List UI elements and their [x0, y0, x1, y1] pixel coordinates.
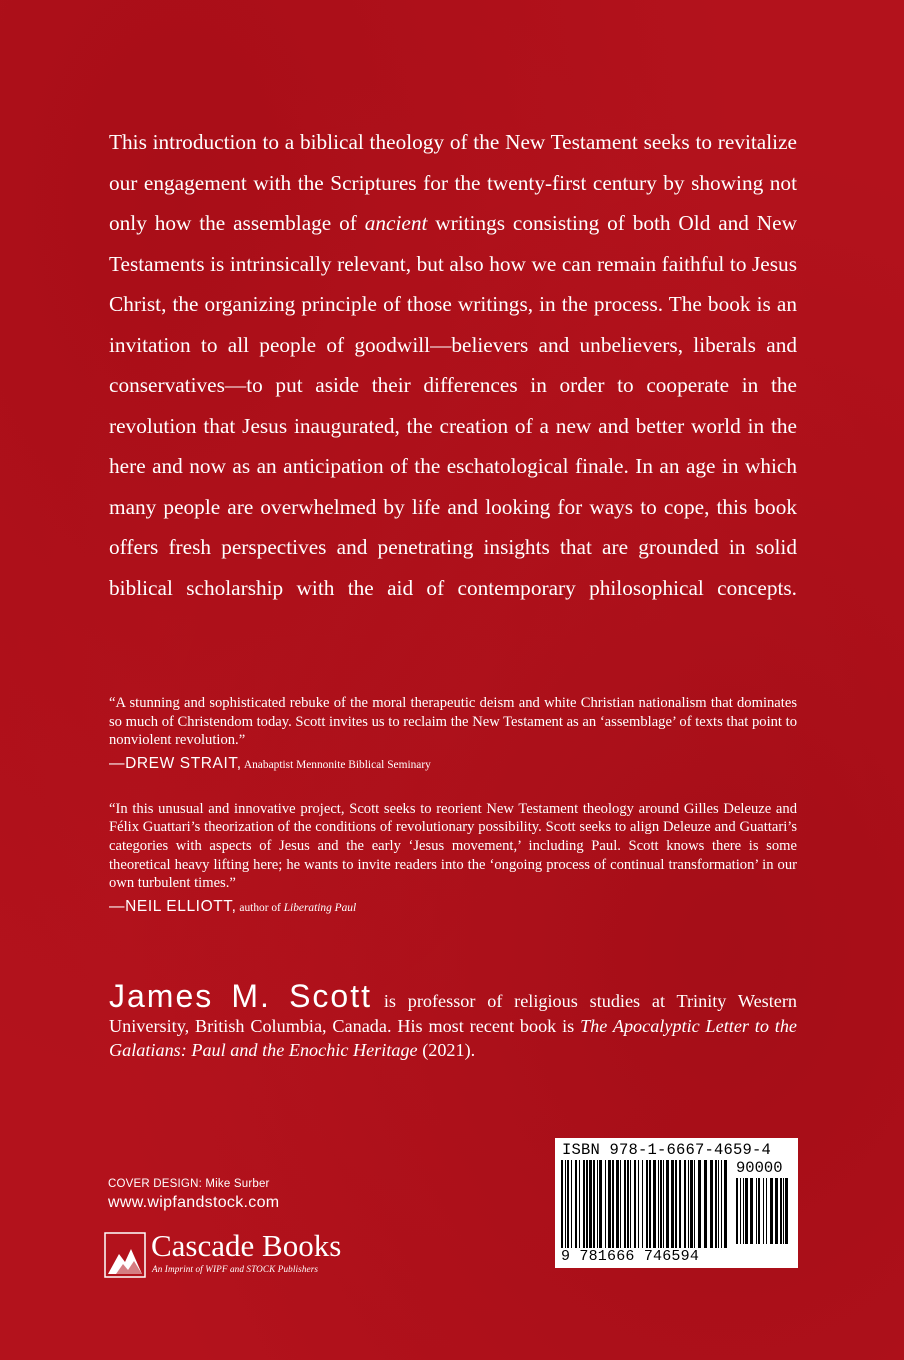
publisher-logo	[104, 1228, 394, 1280]
blurb-text-2: writings consisting of both Old and New Testaments is intrinsically relevant, but also how we can remain faithful to Jesus Christ, the organizing principle of those writings, in the process. The book is an invitation to all people of goodwill—believers and unbelievers, liberals and conservatives—to put aside their differences in order to cooperate in the revolution that Jesus inaugurated, the creation of a new and better world in the here and now as an anticipation of the eschatological finale. In an age in which many people are overwhelmed by life and looking for ways to cope, this book offers fresh perspectives and penetrating insights that are grounded in solid biblical scholarship with the aid of contemporary philosophical concepts.	[109, 211, 797, 600]
author-name: James M. Scott	[109, 978, 373, 1014]
publisher-name: Cascade Books	[151, 1228, 342, 1263]
isbn-barcode	[555, 1138, 798, 1268]
endorsement-elliott	[109, 800, 797, 918]
isbn-label: ISBN 978-1-6667-4659-4	[562, 1141, 772, 1159]
blurb-text-1: This introduction to a biblical theology of the New Testament seeks to revitalize our engagement with the Scriptures for the twenty-first century by showing not only how the assemblage of	[109, 130, 797, 235]
credits	[108, 1178, 279, 1212]
publisher-imprint: An Imprint of WIPF and STOCK Publishers	[152, 1264, 319, 1274]
endorsements	[109, 694, 797, 918]
publisher-website: www.wipfandstock.com	[108, 1194, 280, 1211]
endorser-name: —NEIL ELLIOTT,	[109, 897, 237, 915]
endorsement-attribution	[109, 897, 797, 918]
endorser-book-title: Liberating Paul	[283, 901, 357, 914]
bio-text-1: is professor of religious studies at Trinity Western University, British Columbia, Canada. His most recent book is	[109, 991, 798, 1036]
back-cover-blurb	[109, 122, 797, 608]
endorsement-quote: “In this unusual and innovative project, Scott seeks to reorient New Testament theology around Gilles Deleuze and Félix Guattari’s theorization of the conditions of revolutionary possibility. Scott seeks to align Deleuze and Guattari’s categories with aspects of Jesus and the early ‘Jesus movement,’ including Paul. Scott knows there is some theoretical heavy lifting here; he wants to invite readers into the ‘ongoing process of continual transformation’ in our own turbulent times.”	[109, 800, 797, 892]
bio-book-title: The Apocalyptic Letter to the Galatians: Paul and the Enochic Heritage	[109, 1015, 797, 1061]
endorser-affiliation: author of	[236, 901, 284, 914]
author-bio	[109, 978, 798, 1063]
price-barcode-bars	[736, 1178, 791, 1244]
endorsement-attribution	[109, 754, 797, 775]
endorser-affiliation: Anabaptist Mennonite Biblical Seminary	[241, 758, 431, 771]
price-code: 90000	[736, 1159, 783, 1177]
mountain-logo-icon	[104, 1232, 146, 1278]
cover-design-credit: COVER DESIGN: Mike Surber	[108, 1178, 270, 1190]
bio-text-2: (2021).	[417, 1040, 476, 1061]
endorser-name: —DREW STRAIT,	[109, 754, 242, 772]
blurb-emphasis: ancient	[364, 211, 428, 235]
ean-digits: 9 781666 746594	[561, 1248, 700, 1265]
endorsement-quote: “A stunning and sophisticated rebuke of the moral therapeutic deism and white Christian nationalism that dominates so much of Christendom today. Scott invites us to reclaim the New Testament as an ‘assemblage’ of texts that point to nonviolent revolution.”	[109, 695, 797, 749]
endorsement-strait	[109, 694, 797, 775]
ean-barcode-bars	[561, 1160, 731, 1248]
